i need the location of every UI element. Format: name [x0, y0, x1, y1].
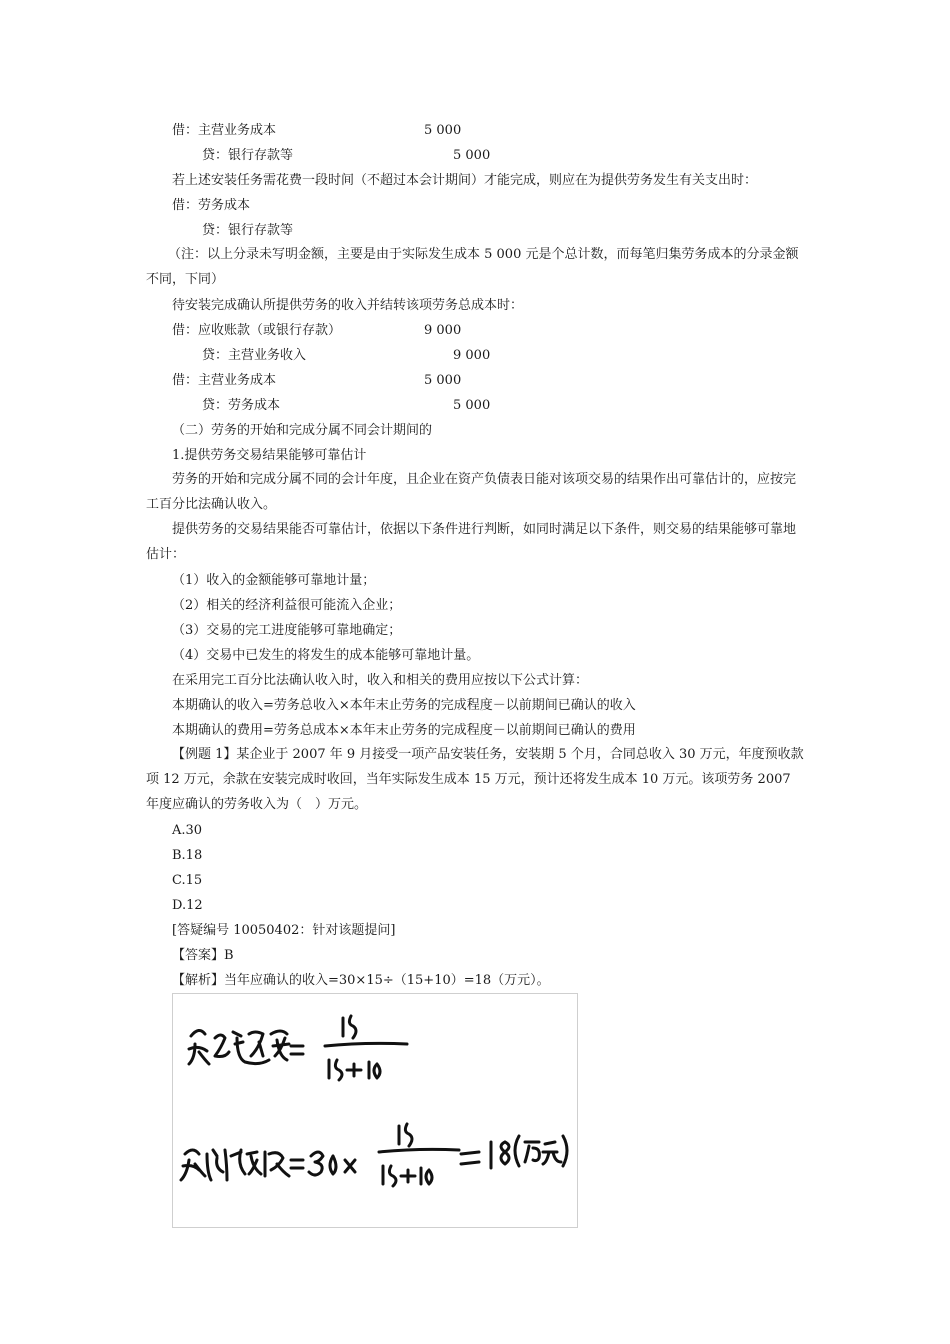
- entry-amount: 9 000: [424, 323, 462, 338]
- handwritten-calculation-image: [172, 993, 578, 1228]
- question-reference-link[interactable]: [答疑编号 10050402：针对该题提问]: [172, 923, 396, 938]
- condition-item: （2）相关的经济利益很可能流入企业；: [172, 598, 402, 613]
- entry-debit-cost-2: 借：主营业务成本: [172, 373, 277, 388]
- entry-amount: 5 000: [453, 398, 491, 413]
- paragraph-completion: 待安装完成确认所提供劳务的收入并结转该项劳务总成本时：: [172, 298, 524, 313]
- entry-credit-service-cost: 贷：劳务成本: [202, 398, 281, 413]
- entry-debit-service-cost: 借：劳务成本: [172, 198, 251, 213]
- option-d: D.12: [172, 898, 203, 913]
- option-c: C.15: [172, 873, 203, 888]
- paragraph-installation: 若上述安装任务需花费一段时间（不超过本会计期间）才能完成，则应在为提供劳务发生有关支出时：: [172, 173, 758, 188]
- entry-amount: 5 000: [424, 373, 462, 388]
- entry-amount: 5 000: [424, 123, 462, 138]
- note-paragraph: （注：以上分录未写明金额，主要是由于实际发生成本 5 000 元是个总计数，而每笔归集劳务成本的分录金额不同，下同）: [146, 247, 799, 287]
- entry-amount: 9 000: [453, 348, 491, 363]
- option-b: B.18: [172, 848, 203, 863]
- condition-item: （1）收入的金额能够可靠地计量；: [172, 573, 376, 588]
- entry-amount: 5 000: [453, 148, 491, 163]
- example-question: 【例题 1】某企业于 2007 年 9 月接受一项产品安装任务，安装期 5 个月，合同总收入 30 万元，年度预收款项 12 万元，余款在安装完成时收回，当年实际发生成本 15 万元，预计还将发生成本 10 万元。该项劳务 2007 年度应确认的劳务收入为（ ）万元。: [146, 747, 804, 812]
- formula-intro: 在采用完工百分比法确认收入时，收入和相关的费用应按以下公式计算：: [172, 673, 589, 688]
- formula-expense: 本期确认的费用=劳务总成本×本年末止劳务的完成程度－以前期间已确认的费用: [172, 723, 636, 738]
- entry-text: 借：主营业务成本: [172, 123, 277, 138]
- answer-line: 【答案】B: [172, 948, 234, 963]
- formula-revenue: 本期确认的收入=劳务总收入×本年末止劳务的完成程度－以前期间已确认的收入: [172, 698, 636, 713]
- entry-credit-bank-2: 贷：银行存款等: [202, 223, 294, 238]
- section-heading: （二）劳务的开始和完成分属不同会计期间的: [172, 423, 433, 438]
- condition-item: （4）交易中已发生的将发生的成本能够可靠地计量。: [172, 648, 480, 663]
- entry-credit-bank: [202, 146, 293, 165]
- entry-debit-cost: [172, 121, 276, 140]
- condition-item: （3）交易的完工进度能够可靠地确定；: [172, 623, 402, 638]
- option-a: A.30: [172, 823, 203, 838]
- paragraph-percentage-method: 劳务的开始和完成分属不同的会计年度，且企业在资产负债表日能对该项交易的结果作出可靠估计的，应按完工百分比法确认收入。: [146, 472, 797, 512]
- analysis-line: 【解析】当年应确认的收入=30×15÷（15+10）=18（万元）。: [172, 973, 550, 988]
- handwriting-drawing: [173, 994, 577, 1227]
- entry-text: 贷：银行存款等: [202, 148, 294, 163]
- subsection-heading: 1.提供劳务交易结果能够可靠估计: [172, 448, 367, 463]
- entry-credit-revenue: 贷：主营业务收入: [202, 348, 307, 363]
- entry-debit-receivable: 借：应收账款（或银行存款）: [172, 323, 342, 338]
- paragraph-conditions-intro: 提供劳务的交易结果能否可靠估计，依据以下条件进行判断，如同时满足以下条件，则交易的结果能够可靠地估计：: [146, 522, 797, 562]
